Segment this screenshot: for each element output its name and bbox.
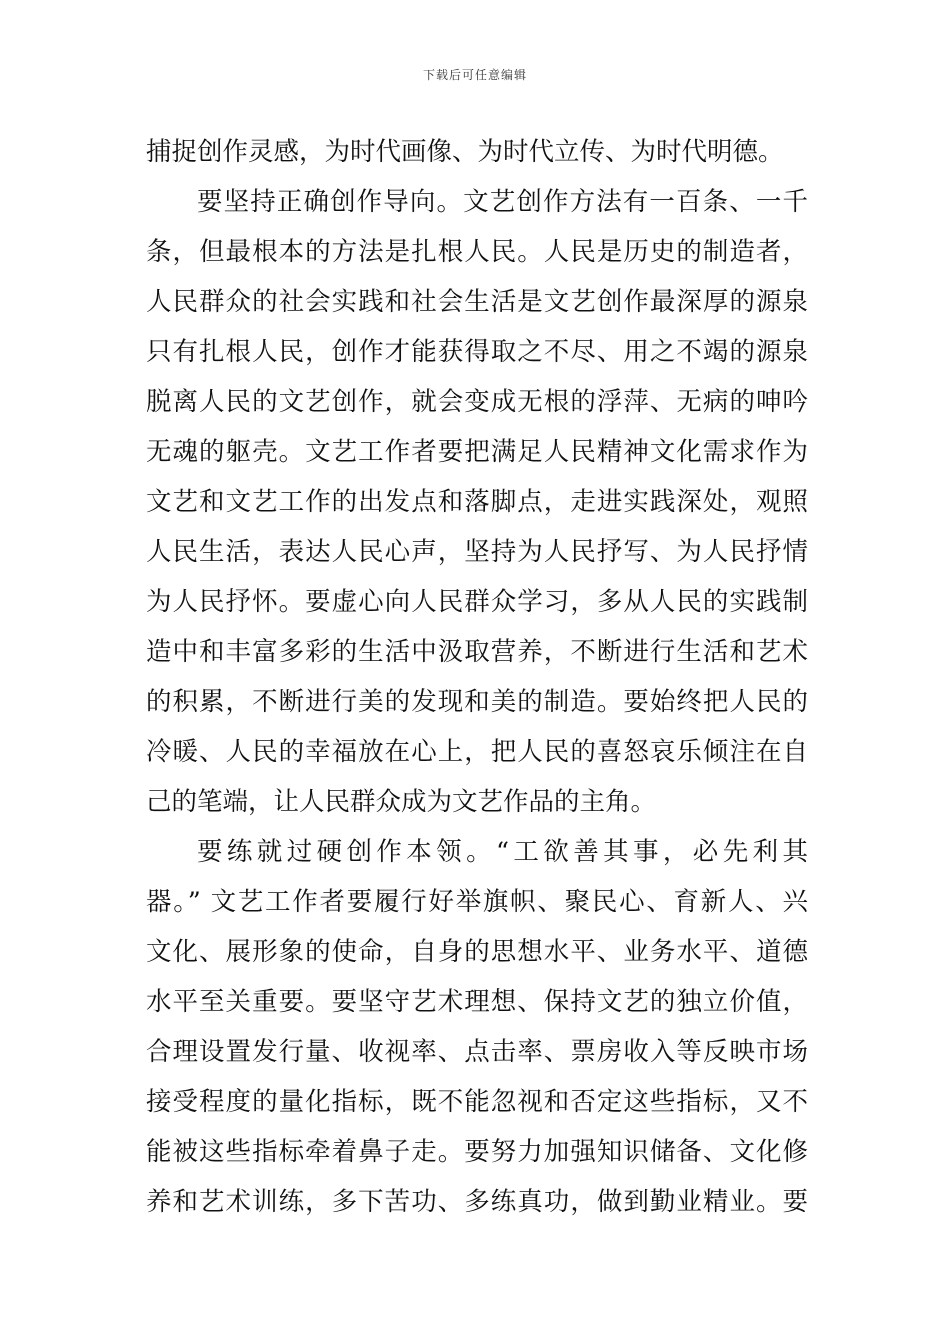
text-line: 能被这些指标牵着鼻子走。要努力加强知识储备、文化修 xyxy=(146,1137,808,1167)
text-line: 合理设置发行量、收视率、点击率、票房收入等反映市场 xyxy=(146,1037,808,1067)
text-line: 造中和丰富多彩的生活中汲取营养，不断进行生活和艺术 xyxy=(146,637,808,667)
page-header: 下载后可任意编辑 xyxy=(422,68,527,82)
text-line: 水平至关重要。要坚守艺术理想、保持文艺的独立价值， xyxy=(146,987,808,1017)
text-line: 器。” 文艺工作者要履行好举旗帜、聚民心、育新人、兴 xyxy=(146,887,808,917)
text-line: 己的笔端，让人民群众成为文艺作品的主角。 xyxy=(146,787,657,817)
text-line: 无魂的躯壳。文艺工作者要把满足人民精神文化需求作为 xyxy=(146,437,808,467)
text-line: 接受程度的量化指标，既不能忽视和否定这些指标，又不 xyxy=(146,1087,808,1117)
text-line: 要练就过硬创作本领。“工欲善其事，必先利其 xyxy=(197,837,808,867)
text-line: 脱离人民的文艺创作，就会变成无根的浮萍、无病的呻吟 xyxy=(146,387,808,417)
text-line: 文化、展形象的使命，自身的思想水平、业务水平、道德 xyxy=(146,937,808,967)
text-line: 人民生活，表达人民心声，坚持为人民抒写、为人民抒情 xyxy=(146,537,808,567)
document-body xyxy=(146,127,808,1227)
text-line: 冷暖、人民的幸福放在心上，把人民的喜怒哀乐倾注在自 xyxy=(146,737,808,767)
text-line: 为人民抒怀。要虚心向人民群众学习，多从人民的实践制 xyxy=(146,587,808,617)
text-line: 的积累，不断进行美的发现和美的制造。要始终把人民的 xyxy=(146,687,808,717)
text-line: 文艺和文艺工作的出发点和落脚点，走进实践深处，观照 xyxy=(146,487,808,517)
text-line: 人民群众的社会实践和社会生活是文艺创作最深厚的源泉 xyxy=(146,287,808,317)
text-line: 只有扎根人民，创作才能获得取之不尽、用之不竭的源泉 xyxy=(146,337,808,367)
text-line: 养和艺术训练，多下苦功、多练真功，做到勤业精业。要 xyxy=(146,1187,808,1217)
text-line: 条，但最根本的方法是扎根人民。人民是历史的制造者， xyxy=(146,237,808,267)
text-line: 捕捉创作灵感，为时代画像、为时代立传、为时代明德。 xyxy=(146,137,784,167)
text-line: 要坚持正确创作导向。文艺创作方法有一百条、一千 xyxy=(197,187,808,217)
